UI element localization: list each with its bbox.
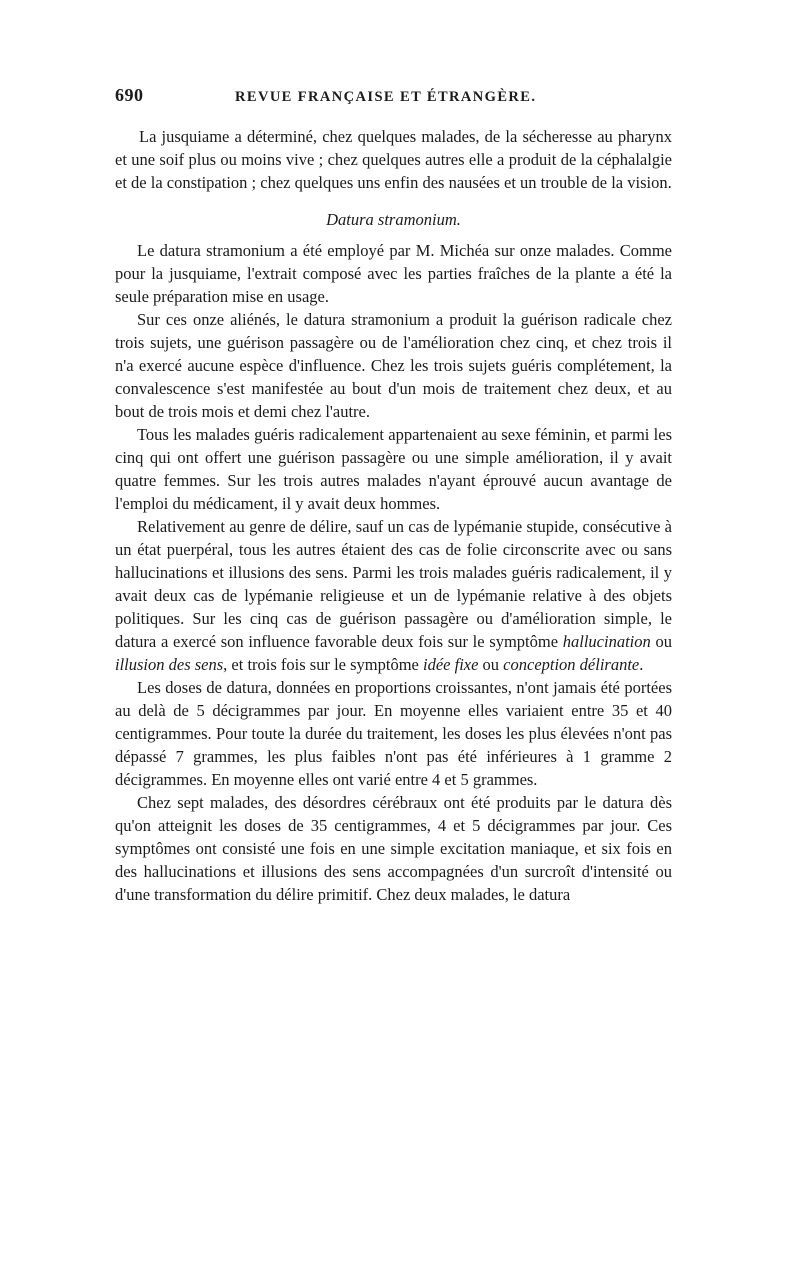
paragraph-jusquiame-effects: La jusquiame a déterminé, chez quelques malades, de la sécheresse au pharynx et une soif plus ou moins vive ; chez quelques autres elle a produit de la céphalalgie et de la constipation ; chez quelques uns enfin des nausées et un trouble de la vision. xyxy=(115,127,672,192)
paragraph-datura-doses: Les doses de datura, données en proportions croissantes, n'ont jamais été portées au delà de 5 décigrammes par jour. En moyenne elles variaient entre 35 et 40 centigrammes. Pour toute la durée du traitement, les doses les plus élevées n'ont pas dépassé 7 grammes, les plus faibles n'ont pas été inférieures à 1 gramme 2 décigrammes. En moyenne elles ont varié entre 4 et 5 grammes. xyxy=(115,678,672,789)
italic-term: hallucination xyxy=(562,632,651,651)
paragraph-datura-disorders: Chez sept malades, des désordres cérébraux ont été produits par le datura dès qu'on atteignit les doses de 35 centigrammes, 4 et 5 décigrammes par jour. Ces symptômes ont consisté une fois en une simple excitation maniaque, et six fois en des hallucinations et illusions des sens accompagnées d'un surcroît d'intensité ou d'une transformation du délire primitif. Chez deux malades, le datura xyxy=(115,793,672,904)
paragraph-text: . xyxy=(639,655,644,674)
page-number: 690 xyxy=(115,85,144,105)
page-header xyxy=(115,85,672,119)
italic-term: idée fixe xyxy=(423,655,479,674)
italic-term: illusion des sens xyxy=(115,655,224,674)
section-title: Datura stramonium. xyxy=(326,210,461,229)
paragraph-datura-sex: Tous les malades guéris radicalement appartenaient au sexe féminin, et parmi les cinq qui ont offert une guérison passagère ou une simple amélioration, il y avait quatre femmes. Sur les trois autres malades n'ayant éprouvé aucun avantage de l'emploi du médicament, il y avait deux hommes. xyxy=(115,425,672,513)
paragraph-datura-intro: Le datura stramonium a été employé par M. Michéa sur onze malades. Comme pour la jusquiame, l'extrait composé avec les parties fraîches de la plante a été la seule préparation mise en usage. xyxy=(115,241,672,306)
italic-term: conception délirante xyxy=(503,655,640,674)
paragraph-text: Relativement au genre de délire, sauf un cas de lypémanie stupide, consécutive à un état puerpéral, tous les autres étaient des cas de folie circonscrite avec ou sans hallucinations et illusions des sens. Parmi les trois malades guéris radicalement, il y avait deux cas de lypémanie religieuse et un de lypémanie relative à des objets politiques. Sur les cinq cas de guérison passagère ou d'amélioration simple, le datura a exercé son influence favorable deux fois sur le symptôme xyxy=(115,517,672,651)
paragraph-datura-results: Sur ces onze aliénés, le datura stramonium a produit la guérison radicale chez trois sujets, une guérison passagère ou de l'amélioration chez cinq, et chez trois il n'a exercé aucune espèce d'influence. Chez les trois sujets guéris complétement, la convalescence s'est manifestée au bout d'un mois de traitement chez deux, et au bout de trois mois et demi chez l'autre. xyxy=(115,310,672,421)
book-page xyxy=(115,85,672,1205)
paragraph-text: ou xyxy=(650,632,672,651)
paragraph-text: , et trois fois sur le symptôme xyxy=(223,655,423,674)
running-head: REVUE FRANÇAISE ET ÉTRANGÈRE. xyxy=(235,89,537,105)
paragraph-text: ou xyxy=(478,655,504,674)
paragraph-datura-delirium xyxy=(115,515,672,676)
body-text xyxy=(115,125,672,906)
